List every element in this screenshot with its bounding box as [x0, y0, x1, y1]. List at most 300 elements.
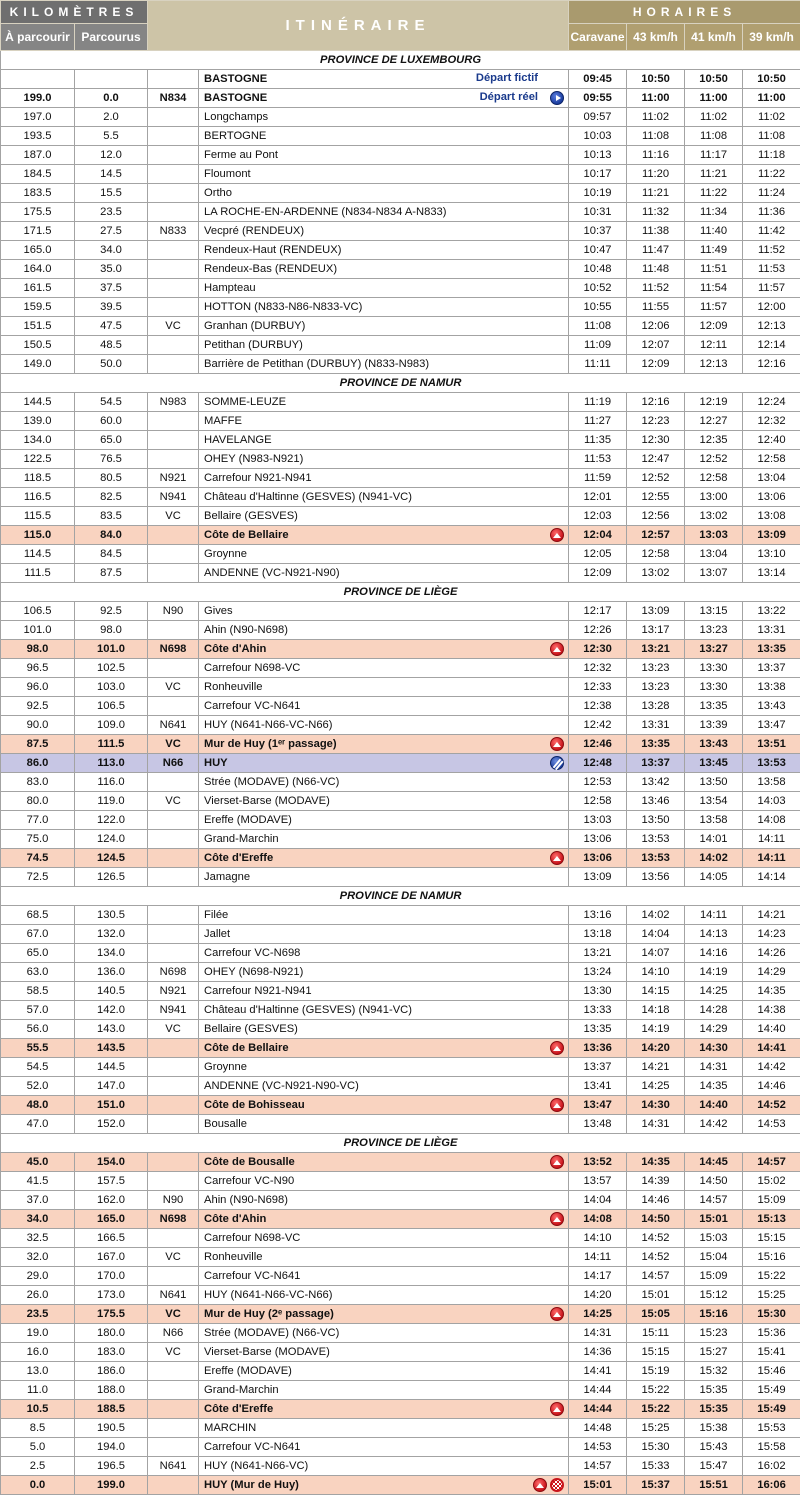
place-name: ANDENNE (VC-N921-N90)	[204, 567, 340, 579]
km-remaining: 197.0	[1, 108, 75, 127]
km-covered: 98.0	[75, 621, 148, 640]
km-remaining: 72.5	[1, 868, 75, 887]
road-number	[148, 906, 199, 925]
time-caravane: 11:35	[569, 431, 627, 450]
time-43kmh: 14:50	[627, 1210, 685, 1229]
header-parcourus: Parcourus	[75, 24, 148, 51]
time-caravane: 14:10	[569, 1229, 627, 1248]
place-cell	[199, 773, 569, 792]
km-remaining: 171.5	[1, 222, 75, 241]
road-number: VC	[148, 735, 199, 754]
time-39kmh: 15:22	[743, 1267, 800, 1286]
place-cell	[199, 1324, 569, 1343]
time-41kmh: 11:54	[685, 279, 743, 298]
place-cell	[199, 678, 569, 697]
km-covered: 183.0	[75, 1343, 148, 1362]
time-41kmh: 11:34	[685, 203, 743, 222]
place-cell	[199, 621, 569, 640]
road-number: VC	[148, 317, 199, 336]
km-covered: 80.5	[75, 469, 148, 488]
km-remaining: 115.0	[1, 526, 75, 545]
place-name: Côte d'Ahin	[204, 643, 267, 655]
km-remaining: 54.5	[1, 1058, 75, 1077]
table-row	[1, 108, 800, 127]
km-remaining: 74.5	[1, 849, 75, 868]
time-caravane: 14:44	[569, 1381, 627, 1400]
km-covered: 124.5	[75, 849, 148, 868]
place-name: Côte de Bellaire	[204, 529, 289, 541]
place-cell	[199, 108, 569, 127]
km-covered: 175.5	[75, 1305, 148, 1324]
time-caravane: 13:35	[569, 1020, 627, 1039]
time-41kmh: 13:04	[685, 545, 743, 564]
place-name: Carrefour VC-N90	[204, 1175, 295, 1187]
km-covered: 82.5	[75, 488, 148, 507]
road-number	[148, 773, 199, 792]
header-itineraire: ITINÉRAIRE	[148, 1, 569, 51]
time-caravane: 12:04	[569, 526, 627, 545]
km-remaining: 86.0	[1, 754, 75, 773]
place-name: Côte de Bellaire	[204, 1042, 289, 1054]
climb-row	[1, 1096, 800, 1115]
time-43kmh: 13:46	[627, 792, 685, 811]
time-43kmh: 13:53	[627, 849, 685, 868]
province-label: PROVINCE DE LIÈGE	[1, 1134, 800, 1153]
table-row	[1, 146, 800, 165]
place-cell	[199, 1419, 569, 1438]
table-row	[1, 1229, 800, 1248]
time-39kmh: 14:21	[743, 906, 800, 925]
table-row	[1, 659, 800, 678]
place-cell	[199, 982, 569, 1001]
time-41kmh: 13:00	[685, 488, 743, 507]
time-caravane: 12:53	[569, 773, 627, 792]
place-cell	[199, 1096, 569, 1115]
place-name: HAVELANGE	[204, 434, 272, 446]
row-icons	[550, 756, 564, 770]
km-remaining: 151.5	[1, 317, 75, 336]
road-number	[148, 70, 199, 89]
place-cell	[199, 222, 569, 241]
time-39kmh: 15:58	[743, 1438, 800, 1457]
road-number	[148, 545, 199, 564]
time-43kmh: 13:02	[627, 564, 685, 583]
time-39kmh: 15:49	[743, 1381, 800, 1400]
climb-row	[1, 735, 800, 754]
km-remaining: 96.5	[1, 659, 75, 678]
time-41kmh: 13:15	[685, 602, 743, 621]
place-cell	[199, 811, 569, 830]
km-remaining: 122.5	[1, 450, 75, 469]
time-39kmh: 11:42	[743, 222, 800, 241]
table-row	[1, 507, 800, 526]
time-caravane: 12:42	[569, 716, 627, 735]
time-caravane: 13:41	[569, 1077, 627, 1096]
km-remaining: 175.5	[1, 203, 75, 222]
place-name: Ortho	[204, 187, 232, 199]
road-number: VC	[148, 1020, 199, 1039]
departure-label: Départ réel	[479, 91, 539, 103]
km-remaining: 96.0	[1, 678, 75, 697]
time-41kmh: 14:16	[685, 944, 743, 963]
road-number	[148, 849, 199, 868]
place-cell	[199, 393, 569, 412]
place-name: MAFFE	[204, 415, 242, 427]
time-41kmh: 13:43	[685, 735, 743, 754]
table-row	[1, 1115, 800, 1134]
time-caravane: 11:53	[569, 450, 627, 469]
place-name: Vecpré (RENDEUX)	[204, 225, 305, 237]
time-43kmh: 12:23	[627, 412, 685, 431]
time-41kmh: 15:35	[685, 1400, 743, 1419]
place-name: Carrefour N921-N941	[204, 472, 312, 484]
place-name: Strée (MODAVE) (N66-VC)	[204, 776, 340, 788]
km-remaining: 83.0	[1, 773, 75, 792]
km-remaining: 77.0	[1, 811, 75, 830]
time-41kmh: 12:09	[685, 317, 743, 336]
place-cell	[199, 1457, 569, 1476]
climb-icon	[550, 1098, 564, 1112]
time-41kmh: 11:51	[685, 260, 743, 279]
km-covered: 111.5	[75, 735, 148, 754]
header-speed-43: 43 km/h	[627, 24, 685, 51]
place-name: Bellaire (GESVES)	[204, 1023, 298, 1035]
table-row	[1, 431, 800, 450]
place-cell	[199, 697, 569, 716]
time-41kmh: 15:27	[685, 1343, 743, 1362]
km-remaining: 8.5	[1, 1419, 75, 1438]
place-cell	[199, 431, 569, 450]
time-41kmh: 15:04	[685, 1248, 743, 1267]
km-covered: 109.0	[75, 716, 148, 735]
road-number	[148, 355, 199, 374]
place-name: Ahin (N90-N698)	[204, 624, 288, 636]
time-43kmh: 11:38	[627, 222, 685, 241]
climb-icon	[550, 642, 564, 656]
time-caravane: 09:55	[569, 89, 627, 108]
table-row	[1, 355, 800, 374]
km-remaining: 67.0	[1, 925, 75, 944]
km-covered: 92.5	[75, 602, 148, 621]
time-39kmh: 14:52	[743, 1096, 800, 1115]
time-39kmh: 11:08	[743, 127, 800, 146]
time-41kmh: 11:49	[685, 241, 743, 260]
km-remaining: 150.5	[1, 336, 75, 355]
time-39kmh: 13:35	[743, 640, 800, 659]
km-covered: 165.0	[75, 1210, 148, 1229]
km-covered: 37.5	[75, 279, 148, 298]
km-covered: 5.5	[75, 127, 148, 146]
time-caravane: 10:03	[569, 127, 627, 146]
time-41kmh: 13:58	[685, 811, 743, 830]
place-cell	[199, 716, 569, 735]
time-43kmh: 14:30	[627, 1096, 685, 1115]
km-covered: 188.0	[75, 1381, 148, 1400]
time-caravane: 13:57	[569, 1172, 627, 1191]
climb-icon	[550, 1402, 564, 1416]
time-43kmh: 15:05	[627, 1305, 685, 1324]
itinerary-body	[1, 51, 800, 1495]
time-41kmh: 11:21	[685, 165, 743, 184]
km-covered: 103.0	[75, 678, 148, 697]
time-caravane: 13:16	[569, 906, 627, 925]
time-caravane: 12:17	[569, 602, 627, 621]
time-39kmh: 12:40	[743, 431, 800, 450]
place-name: Jamagne	[204, 871, 251, 883]
place-cell	[199, 1001, 569, 1020]
table-row	[1, 1324, 800, 1343]
place-cell	[199, 184, 569, 203]
table-row	[1, 450, 800, 469]
table-row	[1, 1267, 800, 1286]
time-caravane: 12:05	[569, 545, 627, 564]
place-name: Hampteau	[204, 282, 256, 294]
place-cell	[199, 602, 569, 621]
time-caravane: 14:57	[569, 1457, 627, 1476]
km-remaining: 98.0	[1, 640, 75, 659]
km-remaining: 41.5	[1, 1172, 75, 1191]
km-covered: 119.0	[75, 792, 148, 811]
time-43kmh: 11:16	[627, 146, 685, 165]
climb-row	[1, 1400, 800, 1419]
table-row	[1, 602, 800, 621]
time-41kmh: 13:50	[685, 773, 743, 792]
time-39kmh: 12:16	[743, 355, 800, 374]
place-cell	[199, 735, 569, 754]
place-name: Côte de Bousalle	[204, 1156, 295, 1168]
km-remaining: 37.0	[1, 1191, 75, 1210]
header-horaires: HORAIRES	[569, 1, 800, 24]
time-41kmh: 14:35	[685, 1077, 743, 1096]
km-covered: 27.5	[75, 222, 148, 241]
time-41kmh: 14:28	[685, 1001, 743, 1020]
climb-row	[1, 1210, 800, 1229]
time-43kmh: 11:55	[627, 298, 685, 317]
road-number	[148, 621, 199, 640]
place-cell	[199, 146, 569, 165]
table-row	[1, 165, 800, 184]
road-number	[148, 1229, 199, 1248]
place-name: Ahin (N90-N698)	[204, 1194, 288, 1206]
time-39kmh: 12:00	[743, 298, 800, 317]
time-43kmh: 11:32	[627, 203, 685, 222]
table-row	[1, 1020, 800, 1039]
time-43kmh: 13:53	[627, 830, 685, 849]
km-covered: 170.0	[75, 1267, 148, 1286]
time-41kmh: 11:22	[685, 184, 743, 203]
km-covered: 84.5	[75, 545, 148, 564]
place-cell	[199, 89, 569, 108]
place-name: Grand-Marchin	[204, 833, 279, 845]
climb-row	[1, 1039, 800, 1058]
time-caravane: 14:41	[569, 1362, 627, 1381]
km-remaining: 80.0	[1, 792, 75, 811]
place-name: SOMME-LEUZE	[204, 396, 287, 408]
km-remaining: 68.5	[1, 906, 75, 925]
place-name: BERTOGNE	[204, 130, 267, 142]
time-39kmh: 14:40	[743, 1020, 800, 1039]
time-43kmh: 12:06	[627, 317, 685, 336]
time-39kmh: 11:24	[743, 184, 800, 203]
place-name: Côte d'Ereffe	[204, 852, 274, 864]
time-43kmh: 11:47	[627, 241, 685, 260]
time-caravane: 12:01	[569, 488, 627, 507]
time-39kmh: 15:30	[743, 1305, 800, 1324]
place-name: Ereffe (MODAVE)	[204, 1365, 292, 1377]
km-covered: 47.5	[75, 317, 148, 336]
km-remaining: 63.0	[1, 963, 75, 982]
km-remaining: 56.0	[1, 1020, 75, 1039]
km-covered: 166.5	[75, 1229, 148, 1248]
time-43kmh: 14:04	[627, 925, 685, 944]
time-caravane: 14:25	[569, 1305, 627, 1324]
place-cell	[199, 70, 569, 89]
road-number	[148, 659, 199, 678]
km-remaining: 26.0	[1, 1286, 75, 1305]
time-39kmh: 11:18	[743, 146, 800, 165]
place-name: Jallet	[204, 928, 231, 940]
place-name: Ferme au Pont	[204, 149, 279, 161]
place-cell	[199, 241, 569, 260]
time-39kmh: 12:58	[743, 450, 800, 469]
place-name: Granhan (DURBUY)	[204, 320, 306, 332]
time-41kmh: 11:02	[685, 108, 743, 127]
place-cell	[199, 412, 569, 431]
time-39kmh: 14:11	[743, 830, 800, 849]
time-41kmh: 11:57	[685, 298, 743, 317]
time-43kmh: 13:56	[627, 868, 685, 887]
km-covered: 144.5	[75, 1058, 148, 1077]
km-covered: 126.5	[75, 868, 148, 887]
time-43kmh: 14:31	[627, 1115, 685, 1134]
km-remaining: 58.5	[1, 982, 75, 1001]
climb-icon	[550, 1307, 564, 1321]
road-number	[148, 811, 199, 830]
time-41kmh: 14:29	[685, 1020, 743, 1039]
time-41kmh: 15:47	[685, 1457, 743, 1476]
time-41kmh: 13:02	[685, 507, 743, 526]
road-number: VC	[148, 1343, 199, 1362]
time-41kmh: 15:09	[685, 1267, 743, 1286]
km-covered: 102.5	[75, 659, 148, 678]
place-name: BASTOGNE	[204, 73, 268, 85]
road-number: N641	[148, 1286, 199, 1305]
time-caravane: 12:03	[569, 507, 627, 526]
road-number	[148, 925, 199, 944]
place-cell	[199, 792, 569, 811]
time-43kmh: 14:20	[627, 1039, 685, 1058]
place-cell	[199, 203, 569, 222]
km-remaining: 87.5	[1, 735, 75, 754]
table-row	[1, 944, 800, 963]
table-row	[1, 412, 800, 431]
km-remaining: 92.5	[1, 697, 75, 716]
time-41kmh: 11:00	[685, 89, 743, 108]
place-cell	[199, 640, 569, 659]
time-caravane: 13:21	[569, 944, 627, 963]
time-41kmh: 15:43	[685, 1438, 743, 1457]
time-43kmh: 13:50	[627, 811, 685, 830]
time-41kmh: 14:30	[685, 1039, 743, 1058]
place-cell	[199, 925, 569, 944]
table-row	[1, 1457, 800, 1476]
km-remaining: 32.0	[1, 1248, 75, 1267]
time-43kmh: 11:48	[627, 260, 685, 279]
place-name: Longchamps	[204, 111, 269, 123]
table-row	[1, 1438, 800, 1457]
km-covered: 188.5	[75, 1400, 148, 1419]
km-covered: 157.5	[75, 1172, 148, 1191]
road-number	[148, 1115, 199, 1134]
place-cell	[199, 450, 569, 469]
km-covered: 116.0	[75, 773, 148, 792]
time-caravane: 10:52	[569, 279, 627, 298]
row-icons	[550, 642, 564, 656]
time-41kmh: 13:35	[685, 697, 743, 716]
row-icons	[550, 1307, 564, 1321]
table-row	[1, 925, 800, 944]
place-cell	[199, 830, 569, 849]
km-covered: 140.5	[75, 982, 148, 1001]
time-43kmh: 12:57	[627, 526, 685, 545]
km-remaining: 48.0	[1, 1096, 75, 1115]
time-39kmh: 14:29	[743, 963, 800, 982]
time-caravane: 13:47	[569, 1096, 627, 1115]
km-covered: 65.0	[75, 431, 148, 450]
time-caravane: 14:08	[569, 1210, 627, 1229]
place-cell	[199, 1210, 569, 1229]
time-39kmh: 13:47	[743, 716, 800, 735]
place-cell	[199, 317, 569, 336]
km-remaining: 116.5	[1, 488, 75, 507]
km-covered	[75, 70, 148, 89]
place-cell	[199, 659, 569, 678]
time-43kmh: 15:15	[627, 1343, 685, 1362]
time-43kmh: 15:11	[627, 1324, 685, 1343]
time-43kmh: 13:23	[627, 678, 685, 697]
km-remaining: 199.0	[1, 89, 75, 108]
time-caravane: 12:48	[569, 754, 627, 773]
km-covered: 147.0	[75, 1077, 148, 1096]
table-row	[1, 488, 800, 507]
time-43kmh: 14:52	[627, 1229, 685, 1248]
header-a-parcourir: À parcourir	[1, 24, 75, 51]
time-caravane: 10:13	[569, 146, 627, 165]
table-row	[1, 127, 800, 146]
table-row	[1, 773, 800, 792]
row-icons	[550, 1041, 564, 1055]
table-row	[1, 830, 800, 849]
time-41kmh: 13:23	[685, 621, 743, 640]
place-cell	[199, 336, 569, 355]
place-cell	[199, 564, 569, 583]
time-39kmh: 13:10	[743, 545, 800, 564]
time-caravane: 12:32	[569, 659, 627, 678]
road-number	[148, 1153, 199, 1172]
km-covered: 142.0	[75, 1001, 148, 1020]
table-row	[1, 469, 800, 488]
place-name: Gives	[204, 605, 233, 617]
road-number	[148, 868, 199, 887]
time-43kmh: 11:02	[627, 108, 685, 127]
time-39kmh: 12:14	[743, 336, 800, 355]
time-39kmh: 14:14	[743, 868, 800, 887]
km-covered: 194.0	[75, 1438, 148, 1457]
time-39kmh: 12:32	[743, 412, 800, 431]
time-39kmh: 13:53	[743, 754, 800, 773]
km-covered: 87.5	[75, 564, 148, 583]
province-header-row	[1, 583, 800, 602]
